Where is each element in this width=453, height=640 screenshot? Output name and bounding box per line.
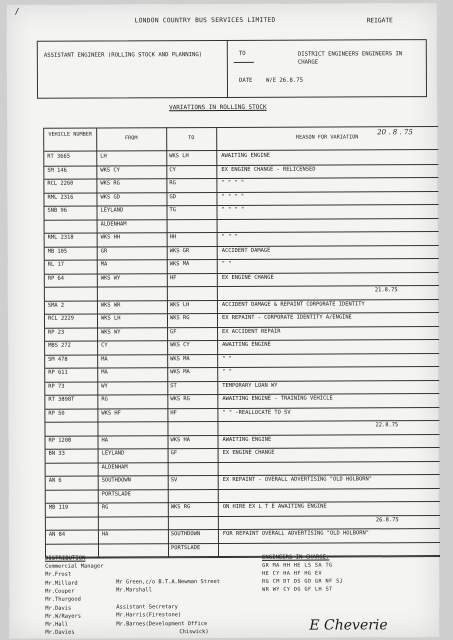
table-cell-reason: ON HIRE EX L T E AWAITING ENGINE [222,503,327,511]
table-cell-reason: ACCIDENT DAMAGE & REPAINT CORPORATE IDENTITY [221,300,365,308]
table-cell-reason: " " " " [221,206,245,214]
table-cell-from: WKS WY [101,328,121,336]
table-cell-to: GD [169,193,176,200]
table-cell-reason: EX REPAINT - CORPORATE IDENTITY A/ENGINE [221,314,352,322]
distribution-recipient: Mr.Davis [45,605,72,612]
engineers-title: ENGINEERS IN CHARGE: [262,554,330,561]
corner-mark: / [14,6,20,16]
table-cell-to: WKS MA [169,261,190,268]
table-cell-reason: EX ENGINE CHANGE [222,449,275,457]
table-cell-from: HA [101,531,109,538]
table-cell-vehicle: SNB 96 [47,207,68,214]
table-cell-reason: " " [221,260,232,268]
table-cell-to: HF [169,274,177,281]
table-cell-to: WKS MA [170,355,190,362]
table-cell-reason: " " " [221,233,238,241]
table-cell-vehicle: RML 2316 [47,194,74,201]
table-cell-from: WKS HH [100,234,121,241]
distribution-recipient: Mr.Frost [45,571,72,579]
table-cell-to: RG [169,180,176,187]
table-cell-to: GF [170,328,177,335]
table-cell-reason: " " " " [221,193,245,200]
table-cell-to: WKS RG [170,396,190,403]
to-label: TO [238,50,246,57]
table-row-rule [45,366,439,369]
distribution-recipient: Mr.Barnes(Development Office [116,621,208,628]
table-cell-reason: TEMPORARY LOAN WY [222,382,278,389]
from-field: ASSISTANT ENGINEER (ROLLING STOCK AND PLANNING) [43,52,203,59]
table-cell-from: WY [101,383,108,390]
col-header-to: TO [188,135,195,142]
table-header-rule [44,149,438,152]
table-row-rule [46,488,440,491]
table-cell-from: LH [100,153,107,160]
distribution-recipient: Chiswick) [179,629,209,636]
table-cell-reason: ACCIDENT DAMAGE [221,247,271,254]
date-field: W/E 26.8.75 [265,77,304,84]
table-cell-reason: 21.8.75 [374,287,398,294]
table-cell-reason: AWAITING ENGINE [222,341,271,349]
table-cell-vehicle: RP 64 [47,275,65,282]
table-cell-vehicle: RT 3665 [47,153,71,160]
table-cell-vehicle: MB 105 [47,248,68,255]
table-cell-reason: 26.8.75 [375,516,399,523]
distribution-recipient: Mr.Harris(Firestone) [116,612,182,619]
table-cell-vehicle: RML 2318 [47,234,74,241]
distribution-title: DISTRIBUTION [45,555,86,562]
distribution-recipient: Commercial Manager [45,563,104,570]
depot-name: REIGATE [366,17,393,25]
distribution-recipient: Assistant Secretary [116,604,178,611]
col-header-reason: REASON FOR VARIATION [295,134,359,141]
engineers-depot-row: WR WY CY DG GF LH ST [262,586,333,593]
table-cell-from: ALDENHAM [100,220,127,228]
table-cell-reason: " " [222,355,232,362]
table-cell-from: MA [101,356,108,363]
company-name: LONDON COUNTRY BUS SERVICES LIMITED [134,16,276,25]
table-cell-to: GF [170,450,178,457]
table-cell-from: WKS HF [101,409,121,417]
table-cell-reason: AWAITING ENGINE [221,152,270,160]
table-cell-vehicle: RP 120B [48,437,72,444]
memo-header-box [37,39,427,99]
table-cell-from: WKS GD [100,193,120,201]
table-cell-vehicle: RT 3898T [48,396,75,403]
table-cell-to: CY [169,166,176,173]
distribution-recipient: Mr.Davies [45,630,75,637]
table-cell-to: HH [169,234,177,241]
table-cell-from: WKS LH [100,315,121,322]
table-row-rule [46,461,440,464]
engineers-depot-row: HE CY HA HF HG EV [262,570,323,577]
table-cell-to: WKS CY [170,342,190,349]
table-cell-vehicle: AN 6 [48,477,62,484]
table-cell-reason: FOR REPAINT OVERALL ADVERTISING "OLD HOLBORN" [222,530,369,538]
table-row-rule [45,218,439,221]
table-cell-from: ALDENHAM [101,463,128,471]
table-cell-from: RG [101,396,108,403]
table-cell-vehicle: RCL 2229 [47,315,74,322]
table-cell-reason: 22.8.75 [375,422,399,429]
table-row-rule [45,231,439,234]
table-cell-to: WKS HA [170,436,191,443]
table-cell-vehicle: SMA 2 [47,302,65,309]
to-field: DISTRICT ENGINEERS ENGINEERS IN CHARGE [297,51,403,66]
table-cell-vehicle: MB 119 [48,504,69,511]
table-top-rule [44,126,438,129]
table-cell-reason: " " -REALLOCATE TO SV [222,409,291,416]
table-cell-vehicle: SM 478 [48,356,68,363]
table-cell-to: HF [170,409,177,416]
to-underline [234,62,254,63]
table-cell-to: PORTSLADE [170,544,201,551]
table-cell-from: GR [100,248,108,255]
table-row-rule [46,542,440,545]
distribution-recipient: Mr.Marshall [116,587,152,594]
variations-table [43,126,440,558]
table-cell-to: ST [170,382,177,389]
table-cell-from: WKS WR [100,301,121,309]
table-cell-from: MA [100,261,108,268]
table-row-rule [45,353,439,356]
table-cell-from: WKS WY [100,274,121,282]
distribution-recipient: Mr.W/Rayers [45,613,82,620]
table-cell-from: RG [101,504,109,511]
table-cell-vehicle: RP 73 [48,383,65,390]
table-cell-from: PORTSLADE [101,490,131,498]
distribution-recipient: Mr.Millard [45,580,78,587]
table-cell-from: LEYLAND [101,450,125,457]
table-cell-vehicle: RCL 2260 [47,180,74,187]
table-cell-reason: EX ACCIDENT REPAIR [222,328,281,335]
table-cell-to: WKS LH [169,153,189,160]
table-cell-reason: " " [222,368,232,376]
table-cell-to: TG [169,207,177,214]
table-cell-vehicle: BN 33 [48,450,65,457]
table-cell-from: WKS CY [100,166,120,174]
table-cell-from: WKS RG [100,180,120,187]
table-cell-to: SV [170,477,178,484]
distribution-recipient: Mr.Thurgood [45,596,81,603]
col-header-from: FROM [124,135,138,142]
table-cell-vehicle: AN 84 [48,531,66,538]
table-cell-from: LEYLAND [100,207,124,214]
table-cell-to: SOUTHDOWN [170,531,201,538]
document-sheet [7,3,440,639]
col-header-vehicle: VEHICLE NUMBER [48,131,93,138]
date-label: DATE [238,77,253,84]
signature: E Cheverie [309,617,388,634]
table-cell-reason: EX ENGINE CHANGE [221,274,274,281]
table-cell-to: WKS LH [169,301,190,308]
engineers-depot-row: RG CM DT DS GD GR NF SJ [262,578,344,585]
table-cell-from: CY [101,342,108,349]
distribution-recipient: Mr.Couper [45,588,75,595]
table-cell-from: SOUTHDOWN [101,477,131,484]
engineers-depot-row: GR MA HH HE LS SA TG [262,562,333,569]
table-cell-reason: " " " " [221,179,245,187]
table-cell-from: HA [101,437,109,444]
table-cell-vehicle: SM 146 [47,167,67,174]
table-cell-reason: AWAITING ENGINE - TRAINING VEHICLE [222,395,333,403]
table-cell-vehicle: MBS 272 [48,342,71,349]
table-cell-to: WKS RG [170,504,191,511]
table-row-rule [45,258,439,261]
table-cell-reason: EX REPAINT - OVERALL ADVERTISING "OLD HOLBORN" [222,476,373,484]
table-cell-vehicle: RP 23 [48,329,65,336]
table-cell-to: WKS RG [169,315,190,322]
header-divider [227,41,228,97]
table-cell-reason: AWAITING ENGINE [222,436,272,443]
handwritten-date: 20 . 8 . 75 [377,128,413,137]
table-cell-to: WKS MA [170,369,190,376]
distribution-recipient: Mr Green,c/o B.T.A.Newman Street [116,579,221,586]
table-cell-vehicle: RP 611 [48,369,68,376]
table-cell-reason: EX ENGINE CHANGE - RELICENSED [221,166,316,173]
document-title: VARIATIONS IN ROLLING STOCK [169,103,267,112]
distribution-recipient: Mr.Hall [45,621,69,628]
table-cell-vehicle: RL 17 [47,261,65,268]
table-cell-vehicle: RP 50 [48,410,65,417]
table-cell-from: MA [101,369,108,376]
table-cell-to: WKS GR [169,247,190,254]
